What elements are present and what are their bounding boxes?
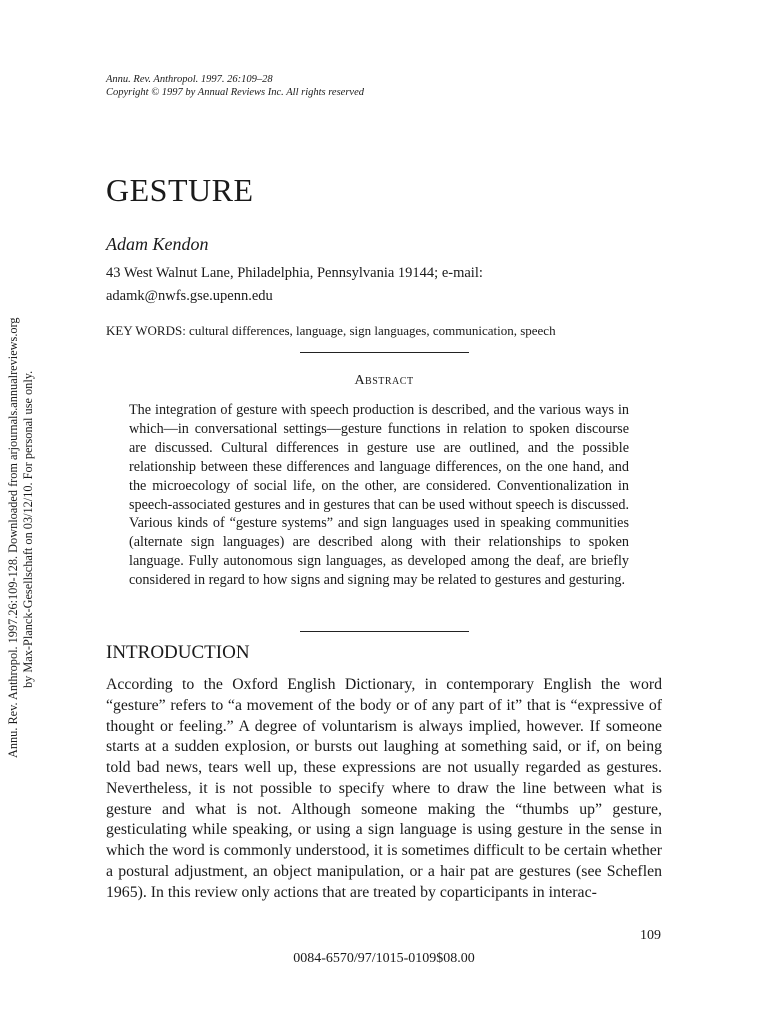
- author-email: adamk@nwfs.gse.upenn.edu: [106, 288, 273, 304]
- copyright-notice: Copyright © 1997 by Annual Reviews Inc. All rights reserved: [106, 87, 364, 98]
- introduction-heading: INTRODUCTION: [106, 642, 250, 663]
- author-name: Adam Kendon: [106, 234, 209, 254]
- keywords: KEY WORDS: cultural differences, language, sign languages, communication, speech: [106, 323, 556, 338]
- article-title: GESTURE: [106, 172, 254, 208]
- page-number: 109: [640, 928, 661, 943]
- abstract-bottom-divider: [300, 631, 469, 632]
- introduction-body: According to the Oxford English Dictionary, in contemporary English the word “gesture” refers to “a movement of the body or of any part of it” that is “expressive of thought or feeling.” A degree of voluntarism is always implied, however. If someone starts at a sudden explosion, or bursts out laughing at something said, or if, on being told bad news, tears well up, these expressions are not usually regarded as gestures. Nevertheless, it is not possible to specify where to draw the line between what is gesture and what is not. Although someone making the “thumbs up” gesture, gesticulating while speaking, or using a sign language is using gesture in the sense in which the word is commonly understood, it is sometimes difficult to be certain whether a postural adjustment, an object manipulation, or a hair pat are gestures (see Scheflen 1965). In this review only actions that are treated by coparticipants in interac-: [106, 676, 662, 901]
- journal-citation: Annu. Rev. Anthropol. 1997. 26:109–28: [106, 74, 273, 85]
- download-notice-line2: by Max-Planck-Gesellschaft on 03/12/10. For personal use only.: [21, 370, 35, 688]
- abstract-body: The integration of gesture with speech production is described, and the various ways in which—in conversational settings—gesture functions in relation to spoken discourse are discussed. Cultural differences in gesture use are outlined, and the possible relationship between these differences and language differences, on the one hand, and the microecology of social life, on the other, are considered. Conventionalization in speech-associated gestures and in gestures that can be used without speech is discussed. Various kinds of “gesture systems” and sign languages used in speaking communities (alternate sign languages) are described along with their relationships to spoken language. Fully autonomous sign languages, as developed among the deaf, are briefly considered in regard to how signs and signing may be related to gestures and gesturing.: [129, 402, 629, 589]
- download-notice-line1: Annu. Rev. Anthropol. 1997.26:109-128. Downloaded from arjournals.annualreviews.org: [6, 317, 20, 758]
- author-address: 43 West Walnut Lane, Philadelphia, Pennsylvania 19144; e-mail:: [106, 265, 483, 281]
- abstract-top-divider: [300, 352, 469, 353]
- footer-code: 0084-6570/97/1015-0109$08.00: [293, 951, 475, 966]
- abstract-heading: Abstract: [354, 373, 414, 388]
